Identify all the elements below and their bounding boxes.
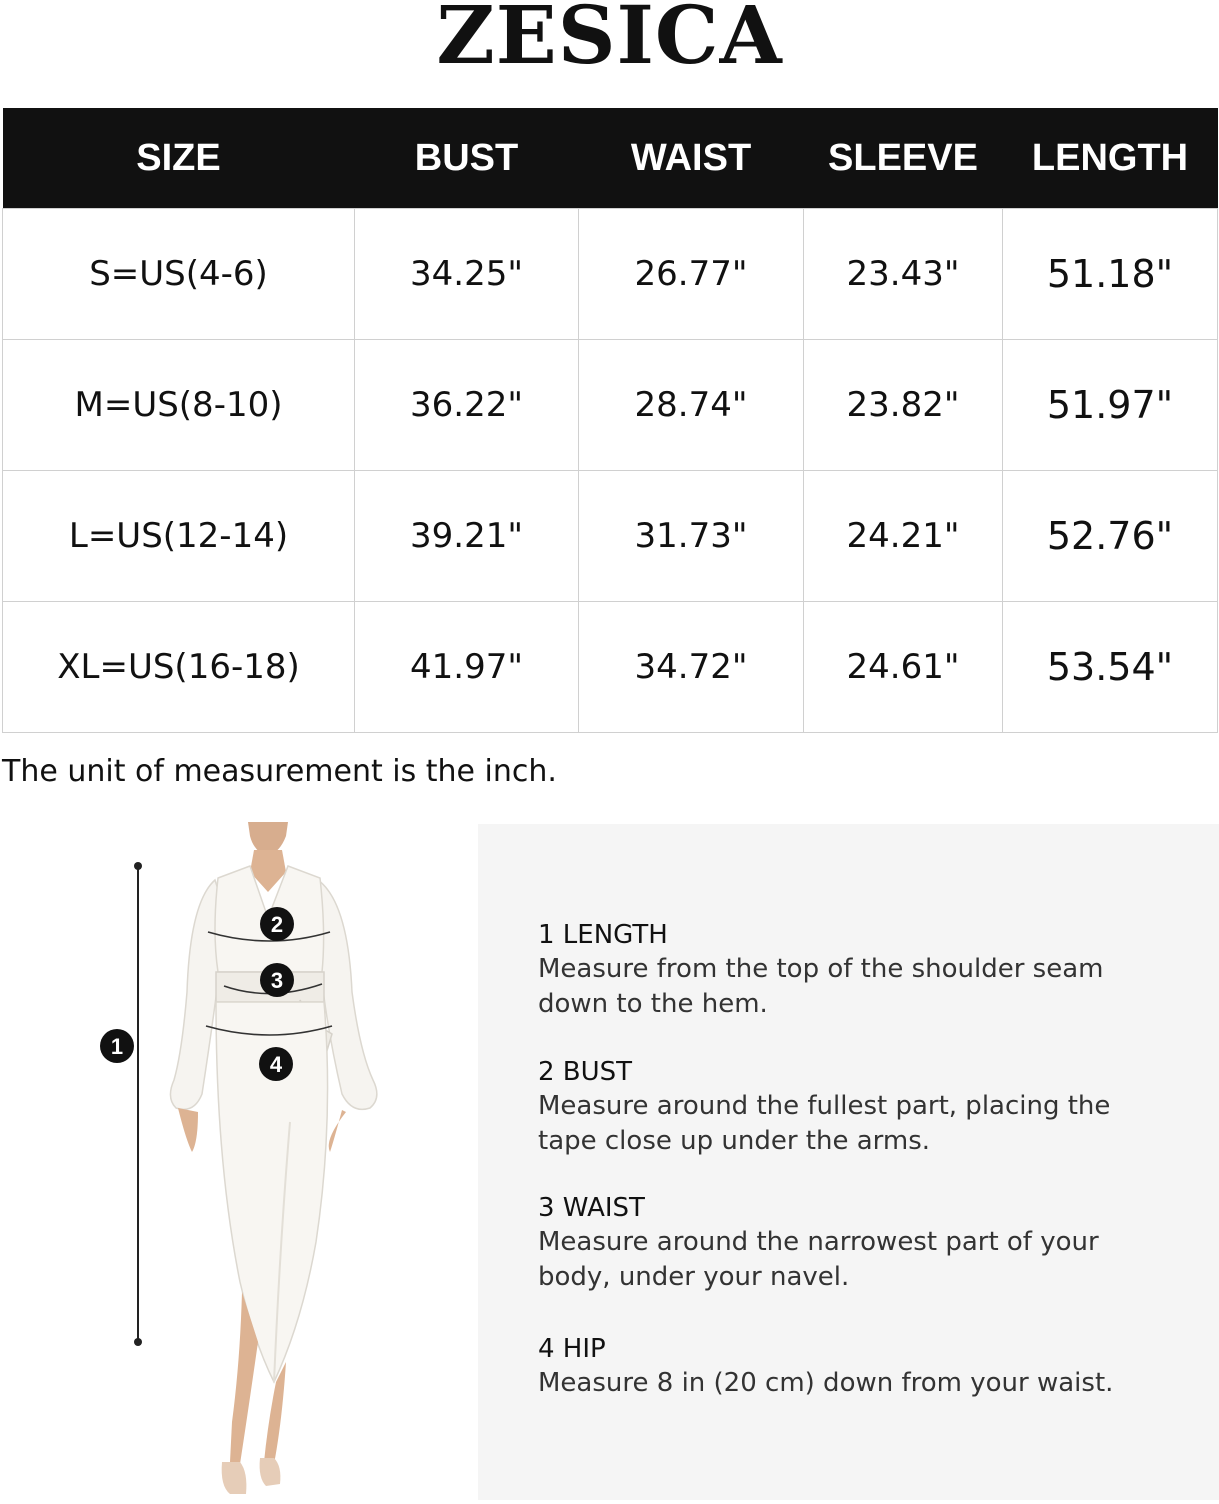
table-row [3,602,1218,733]
cell-bust: 41.97" [355,602,579,733]
cell-bust: 34.25" [355,209,579,340]
instruction-waist [538,1191,1138,1295]
table-row [3,471,1218,602]
table-row [3,209,1218,340]
header-sleeve: SLEEVE [804,108,1003,209]
cell-waist: 28.74" [579,340,804,471]
marker-hip-label: 4 [269,1052,283,1077]
cell-sleeve: 24.21" [804,471,1003,602]
cell-waist: 31.73" [579,471,804,602]
cell-size: S=US(4-6) [3,209,355,340]
left-hand-shape [178,1108,198,1152]
instruction-bust [538,1055,1138,1159]
cell-length: 51.18" [1003,209,1218,340]
dress-illustration [90,822,420,1500]
cell-waist: 34.72" [579,602,804,733]
cell-sleeve: 23.82" [804,340,1003,471]
marker-bust-label: 2 [270,912,284,937]
marker-bust [260,907,294,941]
instruction-title: 4 HIP [538,1334,606,1364]
cell-size: L=US(12-14) [3,471,355,602]
marker-waist-label: 3 [270,968,284,993]
size-chart-table [2,108,1218,733]
instruction-hip [538,1332,1138,1401]
header-waist: WAIST [579,108,804,209]
cell-length: 53.54" [1003,602,1218,733]
instruction-title: 2 BUST [538,1057,633,1087]
cell-size: XL=US(16-18) [3,602,355,733]
right-hand-shape [329,1110,346,1152]
cell-sleeve: 23.43" [804,209,1003,340]
cell-bust: 36.22" [355,340,579,471]
length-bottom-dot [134,1338,142,1346]
marker-length [100,1029,134,1063]
header-size: SIZE [3,108,355,209]
cell-waist: 26.77" [579,209,804,340]
left-shoe-shape [222,1462,247,1494]
marker-hip [259,1047,293,1081]
header-bust: BUST [355,108,579,209]
instruction-title: 3 WAIST [538,1193,645,1223]
instruction-text: Measure 8 in (20 cm) down from your waist. [538,1368,1114,1398]
cell-bust: 39.21" [355,471,579,602]
instruction-text: Measure from the top of the shoulder seam down to the hem. [538,954,1104,1019]
cell-sleeve: 24.61" [804,602,1003,733]
header-length: LENGTH [1003,108,1218,209]
dress-model-figure [90,822,420,1500]
instruction-text: Measure around the fullest part, placing the tape close up under the arms. [538,1091,1111,1156]
table-header-row [3,108,1218,209]
instruction-title: 1 LENGTH [538,920,668,950]
table-row [3,340,1218,471]
cell-size: M=US(8-10) [3,340,355,471]
marker-waist [260,963,294,997]
brand-logo: ZESICA [436,0,783,82]
instruction-length [538,918,1138,1022]
right-shoe-shape [260,1458,281,1486]
cell-length: 52.76" [1003,471,1218,602]
marker-length-label: 1 [110,1034,124,1059]
unit-note: The unit of measurement is the inch. [2,754,557,789]
instruction-text: Measure around the narrowest part of your body, under your navel. [538,1227,1099,1292]
cell-length: 51.97" [1003,340,1218,471]
length-top-dot [134,862,142,870]
